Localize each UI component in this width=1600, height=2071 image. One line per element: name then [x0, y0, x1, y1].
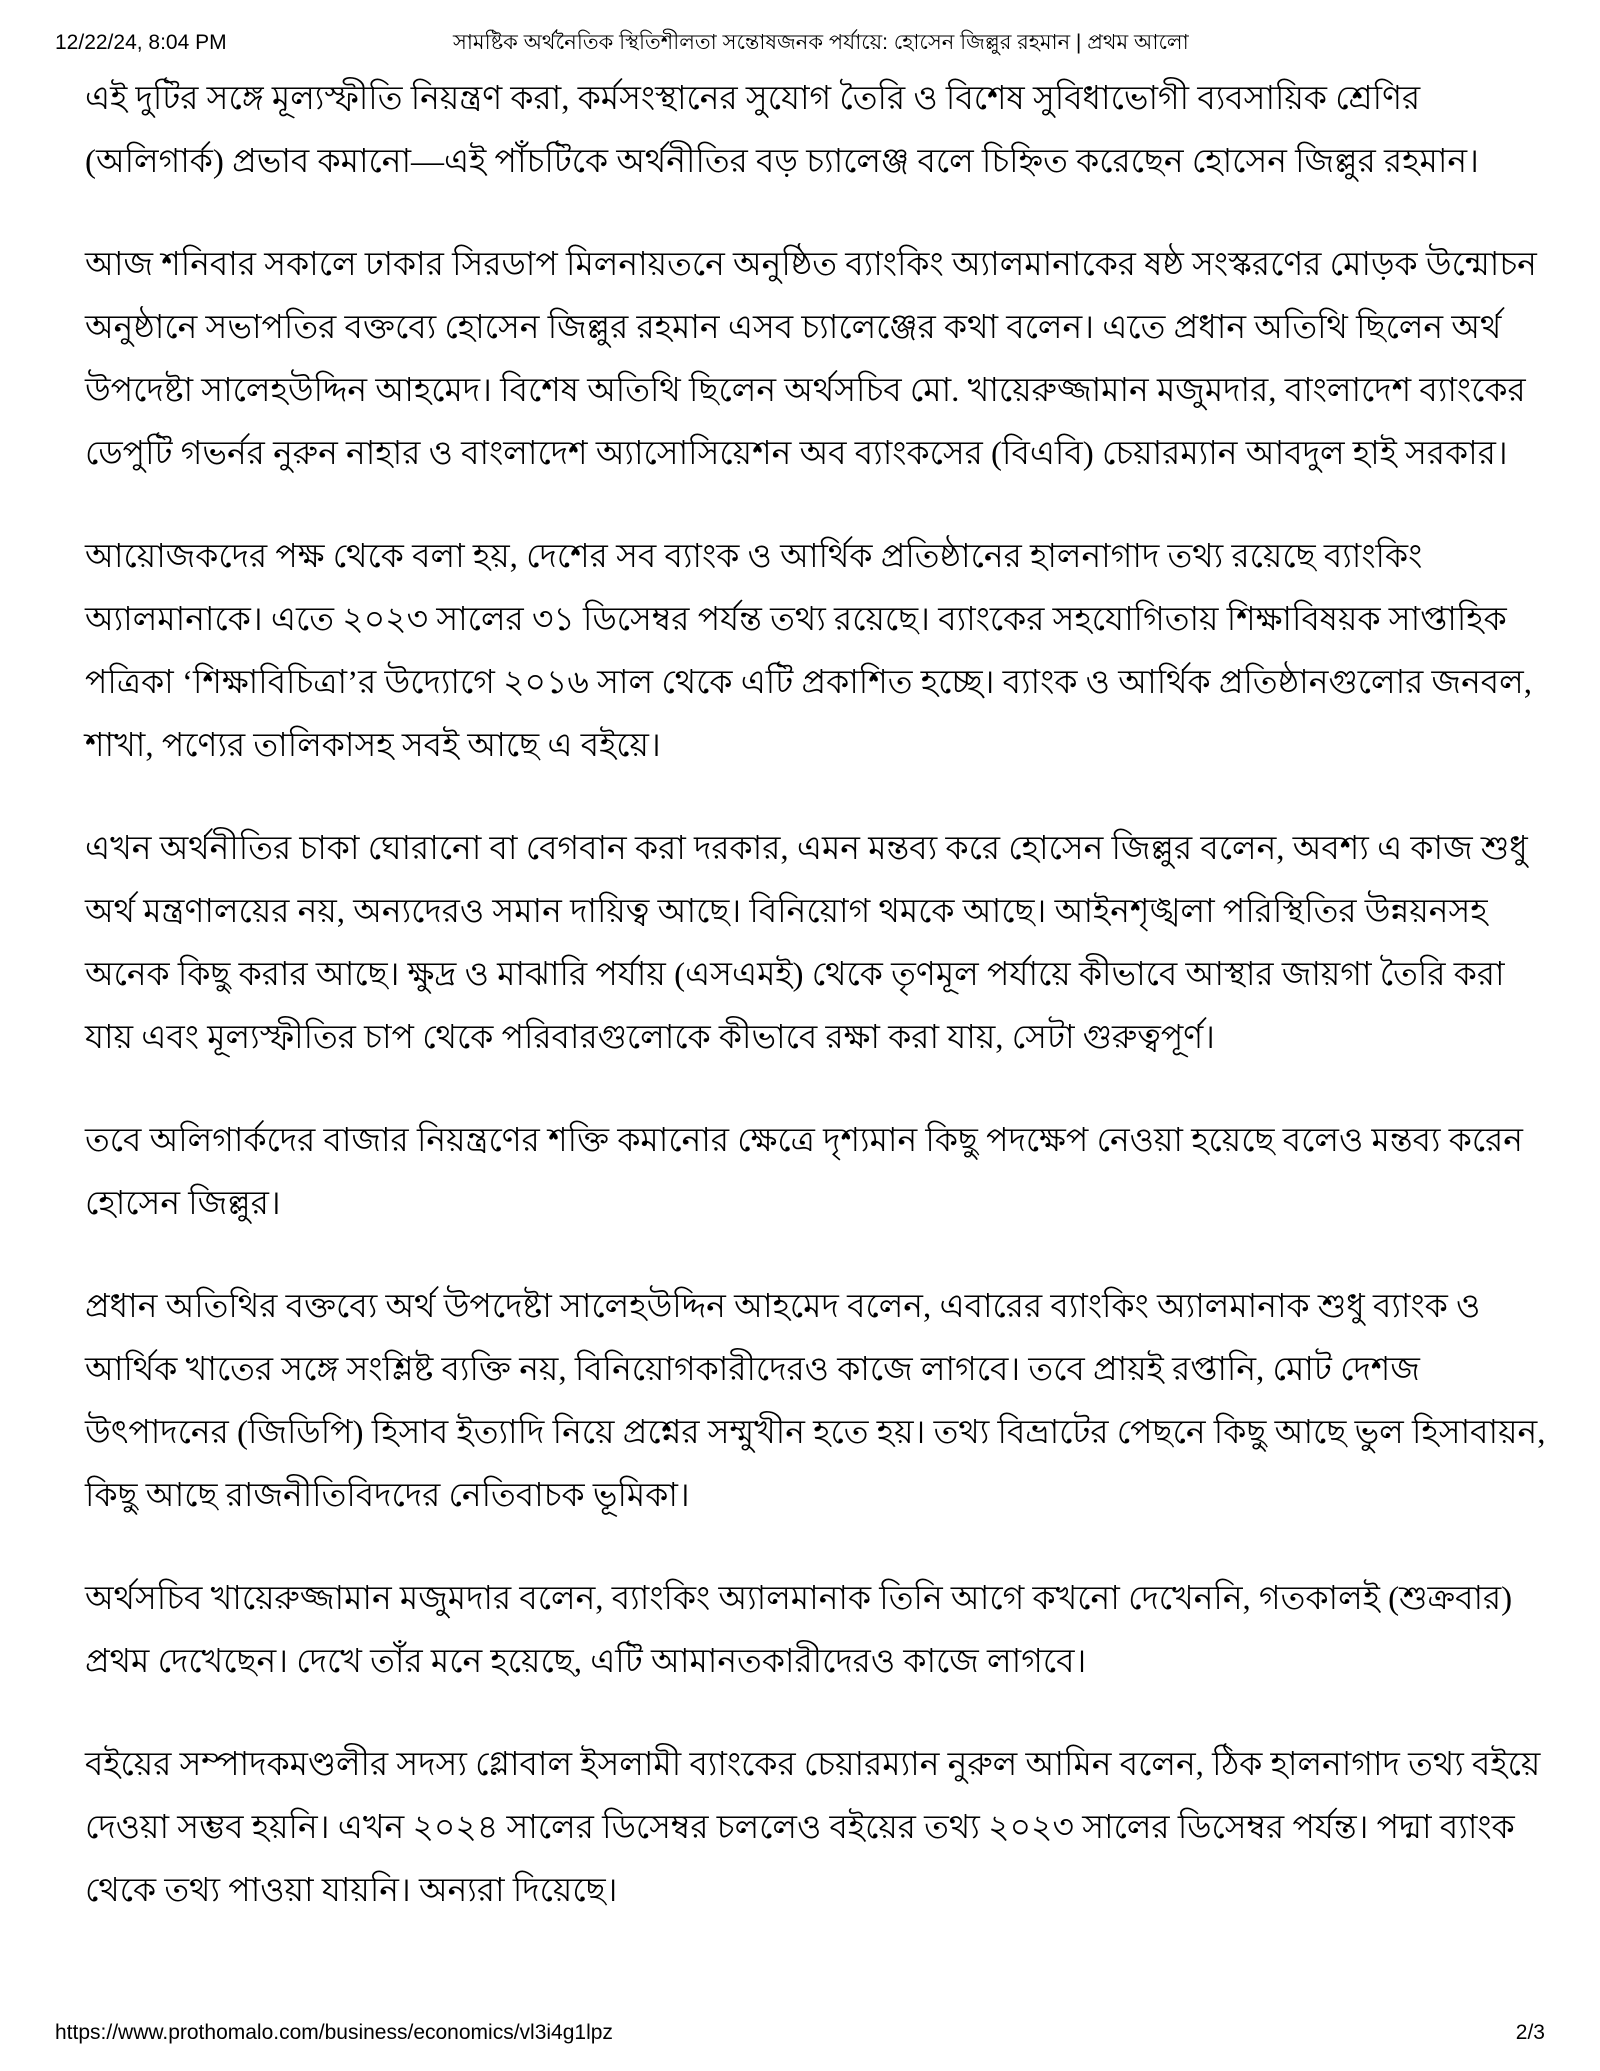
article-paragraph: এখন অর্থনীতির চাকা ঘোরানো বা বেগবান করা দরকার, এমন মন্তব্য করে হোসেন জিল্লুর বলেন, অবশ্য এ কাজ শুধু অর্থ মন্ত্রণালয়ের নয়, অন্যদেরও সমান দায়িত্ব আছে। বিনিয়োগ থমকে আছে। আইনশৃঙ্খলা পরিস্থিতির উন্নয়নসহ অনেক কিছু করার আছে। ক্ষুদ্র ও মাঝারি পর্যায় (এসএমই) থেকে তৃণমূল পর্যায়ে কীভাবে আস্থার জায়গা তৈরি করা যায় এবং মূল্যস্ফীতির চাপ থেকে পরিবারগুলোকে কীভাবে রক্ষা করা যায়, সেটা গুরুত্বপূর্ণ।: [85, 831, 1528, 1056]
article-paragraph: আয়োজকদের পক্ষ থেকে বলা হয়, দেশের সব ব্যাংক ও আর্থিক প্রতিষ্ঠানের হালনাগাদ তথ্য রয়েছে ব্যাংকিং অ্যালমানাকে। এতে ২০২৩ সালের ৩১ ডিসেম্বর পর্যন্ত তথ্য রয়েছে। ব্যাংকের সহযোগিতায় শিক্ষাবিষয়ক সাপ্তাহিক পত্রিকা ‘শিক্ষাবিচিত্রা’র উদ্যোগে ২০১৬ সাল থেকে এটি প্রকাশিত হচ্ছে। ব্যাংক ও আর্থিক প্রতিষ্ঠানগুলোর জনবল, শাখা, পণ্যের তালিকাসহ সবই আছে এ বইয়ে।: [85, 539, 1532, 764]
article-body: [85, 68, 1547, 1963]
article-paragraph: এই দুটির সঙ্গে মূল্যস্ফীতি নিয়ন্ত্রণ করা, কর্মসংস্থানের সুযোগ তৈরি ও বিশেষ সুবিধাভোগী ব্যবসায়িক শ্রেণির (অলিগার্ক) প্রভাব কমানো—এই পাঁচটিকে অর্থনীতির বড় চ্যালেঞ্জ বলে চিহ্নিত করেছেন হোসেন জিল্লুর রহমান।: [85, 81, 1479, 180]
article-paragraph: বইয়ের সম্পাদকমণ্ডলীর সদস্য গ্লোবাল ইসলামী ব্যাংকের চেয়ারম্যান নুরুল আমিন বলেন, ঠিক হালনাগাদ তথ্য বইয়ে দেওয়া সম্ভব হয়নি। এখন ২০২৪ সালের ডিসেম্বর চললেও বইয়ের তথ্য ২০২৩ সালের ডিসেম্বর পর্যন্ত। পদ্মা ব্যাংক থেকে তথ্য পাওয়া যায়নি। অন্যরা দিয়েছে।: [85, 1747, 1541, 1909]
article-paragraph: আজ শনিবার সকালে ঢাকার সিরডাপ মিলনায়তনে অনুষ্ঠিত ব্যাংকিং অ্যালমানাকের ষষ্ঠ সংস্করণের মোড়ক উন্মোচন অনুষ্ঠানে সভাপতির বক্তব্যে হোসেন জিল্লুর রহমান এসব চ্যালেঞ্জের কথা বলেন। এতে প্রধান অতিথি ছিলেন অর্থ উপদেষ্টা সালেহউদ্দিন আহমেদ। বিশেষ অতিথি ছিলেন অর্থসচিব মো. খায়েরুজ্জামান মজুমদার, বাংলাদেশ ব্যাংকের ডেপুটি গভর্নর নুরুন নাহার ও বাংলাদেশ অ্যাসোসিয়েশন অব ব্যাংকসের (বিএবি) চেয়ারম্যান আবদুল হাই সরকার।: [85, 247, 1537, 472]
print-header: [55, 26, 1545, 61]
source-url: https://www.prothomalo.com/business/economics/vl3i4g1lpz: [55, 2021, 613, 2044]
document-title: সামষ্টিক অর্থনৈতিক স্থিতিশীলতা সন্তোষজনক পর্যায়ে: হোসেন জিল্লুর রহমান | প্রথম আলো: [452, 31, 1189, 54]
article-paragraph: প্রধান অতিথির বক্তব্যে অর্থ উপদেষ্টা সালেহউদ্দিন আহমেদ বলেন, এবারের ব্যাংকিং অ্যালমানাক শুধু ব্যাংক ও আর্থিক খাতের সঙ্গে সংশ্লিষ্ট ব্যক্তি নয়, বিনিয়োগকারীদেরও কাজে লাগবে। তবে প্রায়ই রপ্তানি, মোট দেশজ উৎপাদনের (জিডিপি) হিসাব ইত্যাদি নিয়ে প্রশ্নের সম্মুখীন হতে হয়। তথ্য বিভ্রাটের পেছনে কিছু আছে ভুল হিসাবায়ন, কিছু আছে রাজনীতিবিদদের নেতিবাচক ভূমিকা।: [85, 1289, 1546, 1514]
article-paragraph: অর্থসচিব খায়েরুজ্জামান মজুমদার বলেন, ব্যাংকিং অ্যালমানাক তিনি আগে কখনো দেখেননি, গতকালই (শুক্রবার) প্রথম দেখেছেন। দেখে তাঁর মনে হয়েছে, এটি আমানতকারীদেরও কাজে লাগবে।: [85, 1581, 1513, 1680]
print-footer: [55, 2021, 1545, 2045]
print-timestamp: 12/22/24, 8:04 PM: [55, 31, 227, 54]
page-number: 2/3: [1515, 2021, 1545, 2044]
article-paragraph: তবে অলিগার্কদের বাজার নিয়ন্ত্রণের শক্তি কমানোর ক্ষেত্রে দৃশ্যমান কিছু পদক্ষেপ নেওয়া হয়েছে বলেও মন্তব্য করেন হোসেন জিল্লুর।: [85, 1123, 1523, 1222]
